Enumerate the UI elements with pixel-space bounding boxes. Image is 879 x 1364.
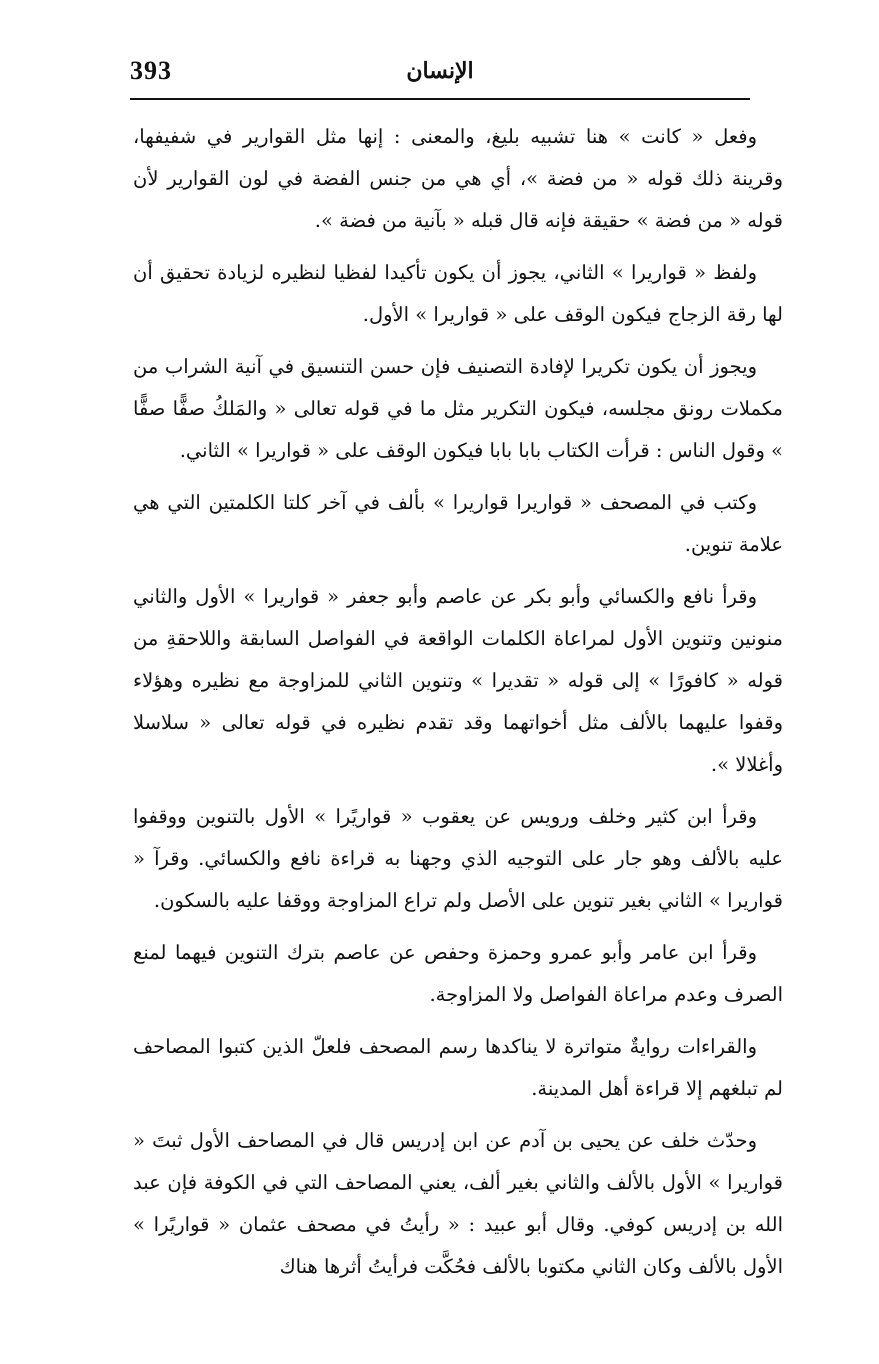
paragraph: وحدّث خلف عن يحيى بن آدم عن ابن إدريس قال في المصاحف الأول ثبتَ « قواريرا » الأول بالألف والثاني بغير ألف، يعني المصاحف التي في الكوفة فإن عبد الله بن إدريس كوفي. وقال أبو عبيد : « رأيتُ في مصحف عثمان « قواريًرا » الأول بالألف وكان الثاني مكتوبا بالألف فحُكَّت فرأيتُ أثرها هناك [133,1129,783,1278]
running-title: الإنسان [406,58,474,84]
paragraph: ويجوز أن يكون تكريرا لإفادة التصنيف فإن حسن التنسيق في آنية الشراب من مكملات رونق مجلسه، فيكون التكرير مثل ما في قوله تعالى « والمَلكُ صفًّا صفًّا » وقول الناس : قرأت الكتاب بابا بابا فيكون الوقف على « قواريرا » الثاني. [133,355,783,462]
paragraph: وقرأ نافع والكسائي وأبو بكر عن عاصم وأبو جعفر « قواريرا » الأول والثاني منونين وتنوين الأول لمراعاة الكلمات الواقعة في الفواصل السابقة واللاحقةِ من قوله « كافورًا » إلى قوله « تقديرا » وتنوين الثاني للمزاوجة مع نظيره وهؤلاء وقفوا عليهما بالألف مثل أخواتهما وقد تقدم نظيره في قوله تعالى « سلاسلا وأغلالا ». [133,585,783,776]
body-text [133,116,783,1298]
paragraph: وقرأ ابن عامر وأبو عمرو وحمزة وحفص عن عاصم بترك التنوين فيهما لمنع الصرف وعدم مراعاة الفواصل ولا المزاوجة. [133,941,783,1006]
page-header [130,52,750,96]
paragraph: وفعل « كانت » هنا تشبيه بليغ، والمعنى : إنها مثل القوارير في شفيفها، وقرينة ذلك قوله « من فضة »، أي هي من جنس الفضة في لون القوارير لأن قوله « من فضة » حقيقة فإنه قال قبله « بآنية من فضة ». [133,125,783,232]
page-number: 393 [130,56,172,85]
paragraph: وكتب في المصحف « قواريرا قواريرا » بألف في آخر كلتا الكلمتين التي هي علامة تنوين. [133,491,783,556]
paragraph: وقرأ ابن كثير وخلف ورويس عن يعقوب « قواريًرا » الأول بالتنوين ووقفوا عليه بالألف وهو جار على التوجيه الذي وجهنا به قراءة نافع والكسائي. وقرآ « قواريرا » الثاني بغير تنوين على الأصل ولم تراع المزاوجة ووقفا عليه بالسكون. [133,805,783,912]
header-rule [130,98,750,100]
paragraph: والقراءات روايةٌ متواترة لا يناكدها رسم المصحف فلعلّ الذين كتبوا المصاحف لم تبلغهم إلا قراءة أهل المدينة. [133,1035,783,1100]
paragraph: ولفظ « قواريرا » الثاني، يجوز أن يكون تأكيدا لفظيا لنظيره لزيادة تحقيق أن لها رقة الزجاج فيكون الوقف على « قواريرا » الأول. [133,261,783,326]
